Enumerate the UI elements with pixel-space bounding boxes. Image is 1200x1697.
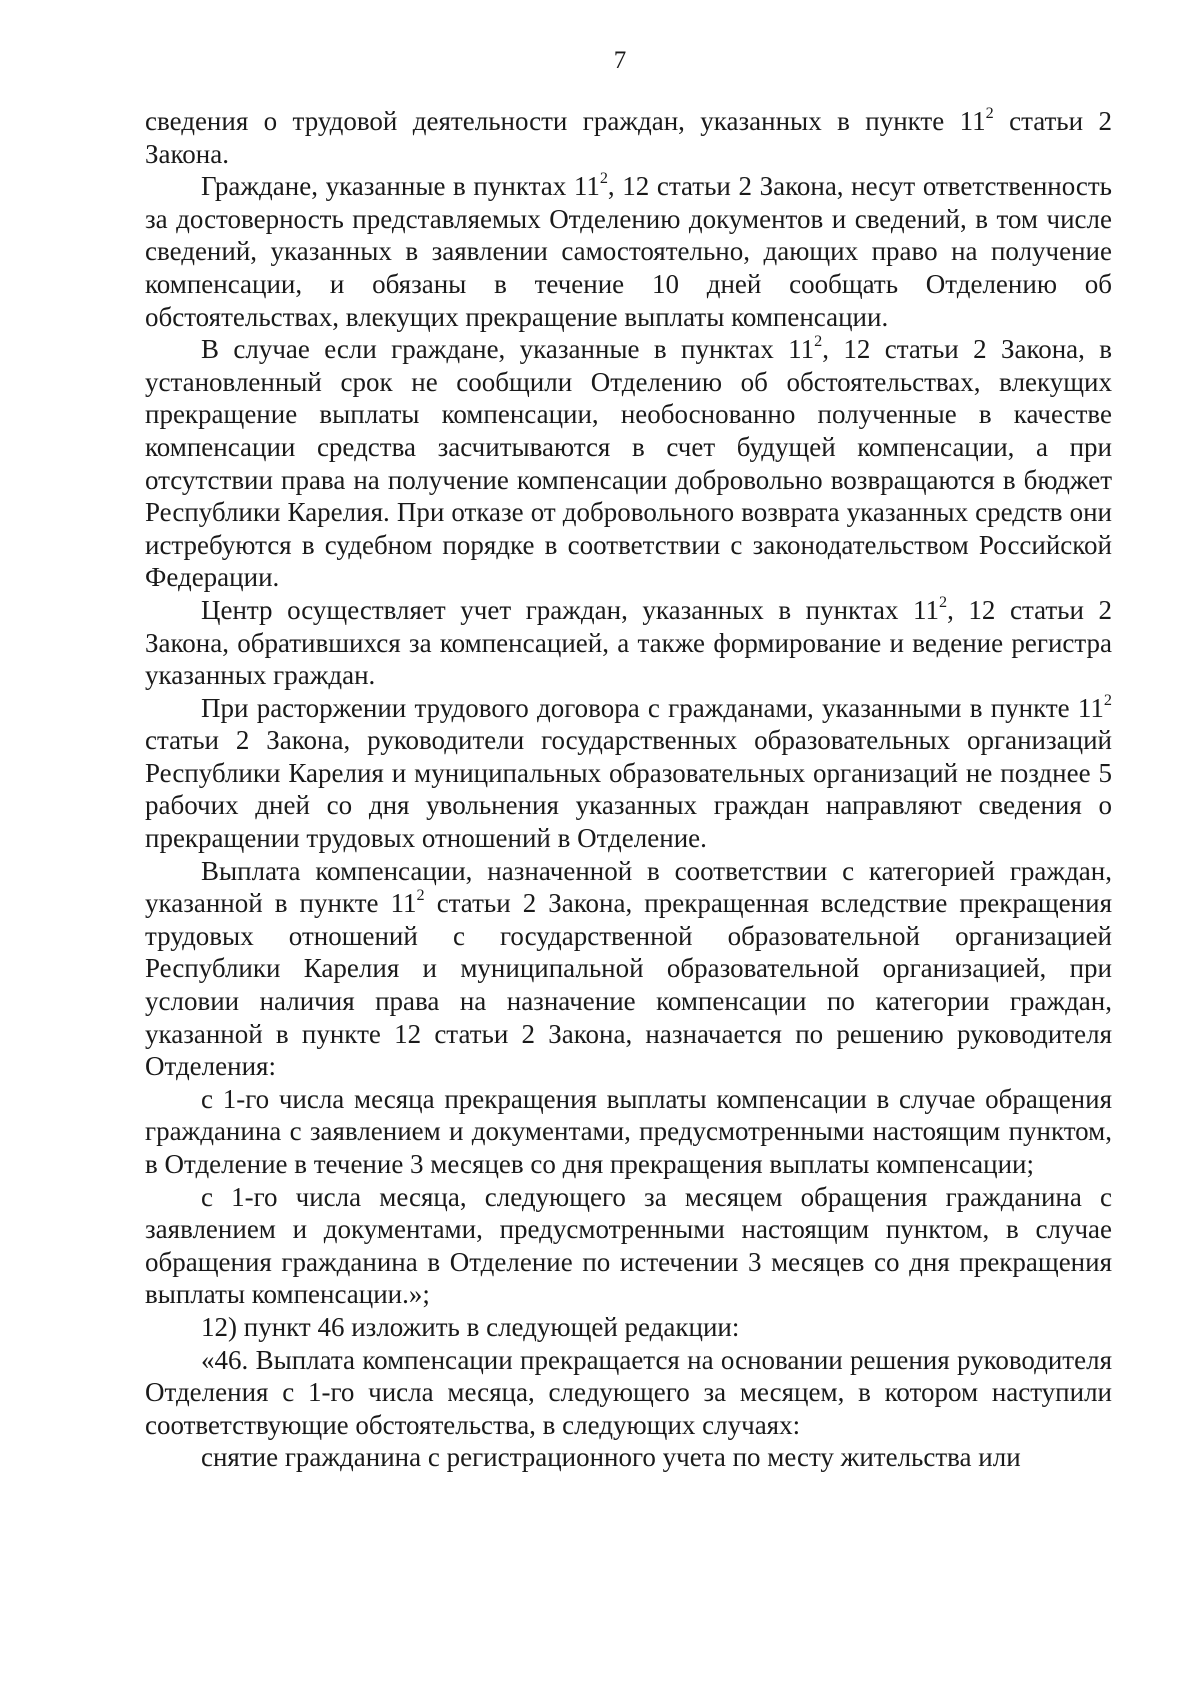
paragraph-text: статьи 2 Закона, руководители государственных образовательных организаций Республики Карелия и муниципальных образовательных организаций не позднее 5 рабочих дней со дня увольнения указанных граждан направляют сведения о прекращении трудовых отношений в Отделение.	[145, 725, 1112, 854]
paragraph	[145, 692, 1112, 855]
paragraph-text: 12) пункт 46 изложить в следующей редакции:	[201, 1311, 740, 1342]
superscript: 2	[599, 169, 608, 188]
paragraph-text: с 1-го числа месяца, следующего за месяцем обращения гражданина с заявлением и документами, предусмотренными настоящим пунктом, в случае обращения гражданина в Отделение по истечении 3 месяцев со дня прекращения выплаты компенсации.»;	[145, 1181, 1112, 1310]
paragraph-text: Выплата компенсации, назначенной в соответствии с категорией граждан, указанной в пункте 11	[145, 855, 1112, 919]
superscript: 2	[814, 332, 823, 351]
paragraph	[145, 1083, 1112, 1181]
document-body	[145, 105, 1112, 1474]
paragraph	[145, 1344, 1112, 1442]
superscript: 2	[1103, 690, 1112, 709]
paragraph-text: Центр осуществляет учет граждан, указанных в пунктах 11	[201, 594, 939, 625]
paragraph-text: сведения о трудовой деятельности граждан, указанных в пункте 11	[145, 106, 986, 136]
paragraph	[145, 105, 1112, 170]
superscript: 2	[985, 103, 994, 122]
paragraph-text: «46. Выплата компенсации прекращается на основании решения руководителя Отделения с 1-го числа месяца, следующего за месяцем, в котором наступили соответствующие обстоятельства, в следующих случаях:	[145, 1344, 1112, 1440]
paragraph	[145, 1311, 1112, 1344]
paragraph-text: статьи 2 Закона, прекращенная вследствие прекращения трудовых отношений с государственной образовательной организацией Республики Карелия и муниципальной образовательной организацией, при условии наличия права на назначение компенсации по категории граждан, указанной в пункте 12 статьи 2 Закона, назначается по решению руководителя Отделения:	[145, 888, 1112, 1082]
superscript: 2	[939, 592, 948, 611]
paragraph-text: снятие гражданина с регистрационного учета по месту жительства или	[201, 1442, 1021, 1473]
paragraph-text: с 1-го числа месяца прекращения выплаты компенсации в случае обращения гражданина с заявлением и документами, предусмотренными настоящим пунктом, в Отделение в течение 3 месяцев со дня прекращения выплаты компенсации;	[145, 1083, 1112, 1179]
paragraph	[145, 170, 1112, 333]
page-number: 7	[613, 47, 627, 74]
paragraph	[145, 1181, 1112, 1311]
paragraph	[145, 1441, 1112, 1474]
paragraph-text: При расторжении трудового договора с гражданами, указанными в пункте 11	[201, 692, 1104, 723]
paragraph	[145, 333, 1112, 594]
paragraph-text: Граждане, указанные в пунктах 11	[201, 171, 600, 202]
paragraph-text: , 12 статьи 2 Закона, в установленный срок не сообщили Отделению об обстоятельствах, влекущих прекращение выплаты компенсации, необоснованно полученные в качестве компенсации средства засчитываются в счет будущей компенсации, а при отсутствии права на получение компенсации добровольно возвращаются в бюджет Республики Карелия. При отказе от добровольного возврата указанных средств они истребуются в судебном порядке в соответствии с законодательством Российской Федерации.	[145, 334, 1113, 593]
paragraph-text: статьи 2 Закона.	[145, 106, 1112, 169]
paragraph	[145, 594, 1112, 692]
paragraph-text: , 12 статьи 2 Закона, несут ответственность за достоверность представляемых Отделению документов и сведений, в том числе сведений, указанных в заявлении самостоятельно, дающих право на получение компенсации, и обязаны в течение 10 дней сообщать Отделению об обстоятельствах, влекущих прекращение выплаты компенсации.	[145, 171, 1112, 332]
paragraph-text: В случае если граждане, указанные в пунктах 11	[201, 334, 815, 365]
superscript: 2	[416, 886, 425, 905]
paragraph-text: , 12 статьи 2 Закона, обратившихся за компенсацией, а также формирование и ведение регистра указанных граждан.	[145, 594, 1112, 691]
paragraph	[145, 855, 1112, 1083]
